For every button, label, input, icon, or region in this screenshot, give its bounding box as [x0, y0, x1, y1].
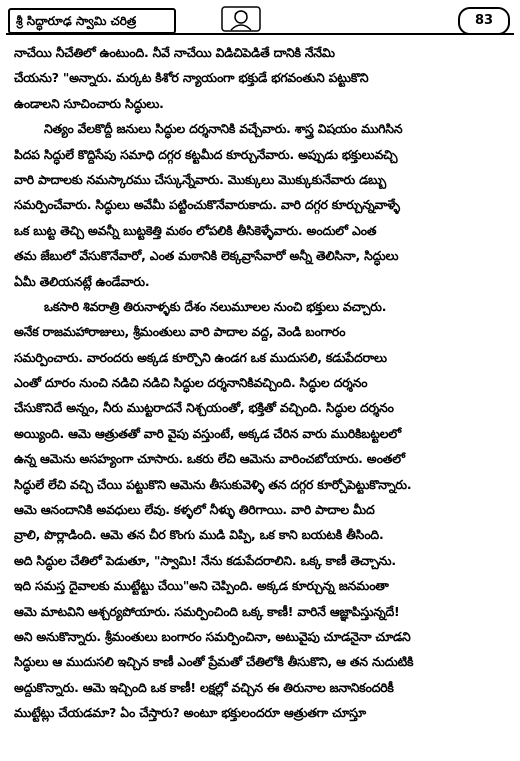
header-rule	[6, 33, 514, 35]
text-line: ఒకసారి శివరాత్రి తిరునాళ్ళకు దేశం నలుమూలల నుంచి భక్తులు వచ్చారు.	[44, 298, 387, 314]
text-line: నిత్యం వేలకొద్దీ జనులు సిద్ధుల దర్శనానికి వచ్చేవారు. శాస్త్ర విషయం ముగిసిన	[44, 121, 403, 137]
paragraph	[14, 116, 508, 294]
text-line: అద్దుకొన్నారు. ఆమె ఇచ్చింది ఒక కాణీ! లక్షల్లో వచ్చిన ఈ తిరునాల జనానికందరికీ	[14, 679, 394, 695]
text-line: ఇది సమస్త దైవాలకు ముట్టేట్టు చేయి"అని చెప్పింది. అక్కడ కూర్చున్న జనమంతా	[14, 578, 389, 594]
text-line: ఆమె ఆనందానికి అవధులు లేవు. కళ్ళలో నీళ్ళు తిరిగాయి. వారి పాదాల మీద	[14, 502, 375, 518]
swami-portrait-logo	[221, 6, 261, 32]
book-title: శ్రీ సిద్ధారూఢ స్వామి చరిత్ర	[8, 8, 176, 34]
text-line: వ్రాలి, పొర్లాడింది. ఆమె తన చీర కొంగు ముడి విప్పి, ఒక కాని బయటకి తీసింది.	[14, 527, 384, 543]
text-line: ఉన్న ఆమెను అసహ్యంగా చూసారు. ఒకరు లేచి ఆమెను వారించబోయారు. అంతలో	[14, 451, 405, 467]
text-line: సమర్పించేవారు. సిద్ధులు అవేమీ పట్టించుకొనేవారుకాదు. వారి దగ్గర కూర్చున్నవాళ్ళే	[14, 197, 401, 213]
text-line: ఏమీ తెలియనట్లే ఉండేవారు.	[14, 273, 150, 289]
text-line: అయ్యింది. ఆమె ఆత్రుతతో వారి వైపు వస్తుంటే, అక్కడ చేరిన వారు మురికిబట్టలలో	[14, 425, 401, 441]
text-line: చేయను? "అన్నారు. మర్కట కిశోర న్యాయంగా భక్తుడే భగవంతుని పట్టుకొని	[14, 70, 369, 86]
text-line: వారి పాదాలకు నమస్కారము చేస్కున్నేవారు. మొక్కులు మొక్కుకునేవారు డబ్బు	[14, 171, 387, 187]
text-line: సమర్పించారు. వారందరు అక్కడ కూర్చొని ఉండగ ఒక ముదుసలి, కడుపేదరాలు	[14, 349, 387, 365]
text-line: చేసుకొనిదే అన్నం, నీరు ముట్టరాదనే నిశ్చయంతో, భక్తితో వచ్చింది. సిద్ధుల దర్శనం	[14, 400, 394, 416]
text-line: అనేక రాజమహారాజులు, శ్రీమంతులు వారి పాదాల వద్ద, వెండి బంగారం	[14, 324, 346, 340]
paragraph	[14, 40, 508, 116]
text-line: ముట్టేట్లు చేయడమా? ఏం చేస్తారు? అంటూ భక్తులందరూ ఆత్రుతగా చూస్తూ	[14, 705, 366, 721]
text-line: పిదప సిద్ధులే కొద్దిసేపు సమాధి దగ్గర కట్టమీద కూర్చునేవారు. అప్పుడు భక్తులువచ్చి	[14, 146, 398, 162]
text-line: సిద్ధులే లేచి వచ్చి చేయి పట్టుకొని ఆమెను తీసుకువెళ్ళి తన దగ్గర కూర్చోపెట్టుకొన్నారు.	[14, 476, 412, 492]
text-line: ఎంతో దూరం నుంచి నడిచి నడిచి సిద్ధుల దర్శనానికివచ్చింది. సిద్ధుల దర్శనం	[14, 375, 368, 391]
page-body	[14, 40, 508, 726]
text-line: తమ జేబులో వేసుకొనేవారో, ఎంత మఠానికి లెక్కవ్రాసేవారో అన్నీ తెలిసినా, సిద్ధులు	[14, 248, 399, 264]
text-line: నాచేయి నీచేతిలో ఉంటుంది. నీవే నాచేయి విడిచిపెడితే దానికి నేనేమి	[14, 45, 335, 60]
text-line: అది సిద్ధుల చేతిలో పెడుతూ, "స్వామి! నేను కడుపేదరాలిని. ఒక్క కాణీ తెచ్చాను.	[14, 552, 396, 568]
text-line: ఒక బుట్ట తెచ్చి అవన్నీ బుట్టకెత్తి మఠం లోపలికి తీసికెళ్ళేవారు. అందులో ఎంత	[14, 222, 377, 238]
text-line: ఉండాలని సూచించారు సిద్ధులు.	[14, 95, 164, 111]
page-header	[6, 6, 514, 36]
text-line: సిద్ధులు ఆ ముదుసలి ఇచ్చిన కాణీ ఎంతో ప్రేమతో చేతిలోకి తీసుకొని, ఆ తన నుదుటికి	[14, 654, 414, 670]
paragraph	[14, 294, 508, 726]
text-line: అని అనుకొన్నారు. శ్రీమంతులు బంగారం సమర్పించినా, అటువైపు చూడనైనా చూడని	[14, 628, 411, 644]
page-number: 83	[458, 7, 510, 35]
text-line: ఆమె మాటవిని ఆశ్చర్యపోయారు. సమర్పించింది ఒక్క కాణీ! వారినే ఆజ్ఞాపిస్తున్నదే!	[14, 603, 400, 619]
